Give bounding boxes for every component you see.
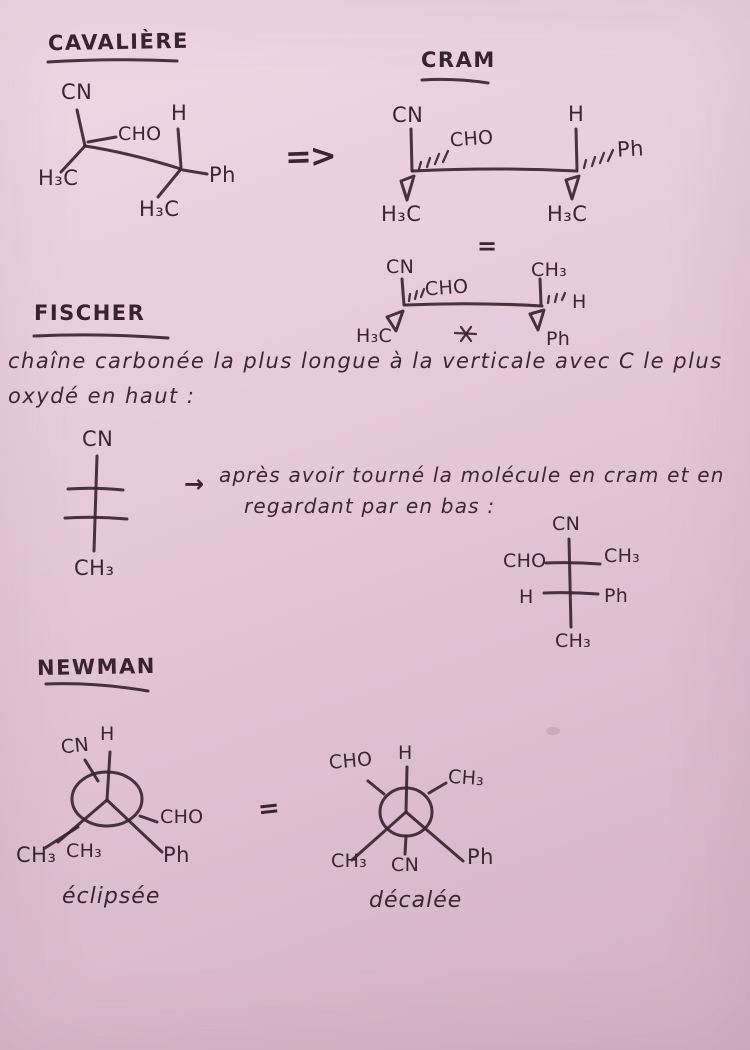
cn-label: CN: [386, 256, 415, 278]
h3c-label: H₃C: [381, 202, 422, 226]
ch3-label: CH₃: [531, 259, 568, 281]
cavaliere-title: CAVALIÈRE: [47, 28, 190, 56]
cn-label: CN: [82, 427, 114, 451]
wedge-bond: [530, 310, 544, 330]
cn-label: CN: [552, 513, 581, 535]
equals-sign: =: [477, 232, 498, 260]
ph-label: Ph: [163, 843, 190, 867]
cram-structure-2: [387, 275, 565, 331]
newman-staggered: [352, 767, 463, 861]
fischer-note-line2: regardant par en bas :: [244, 494, 496, 518]
cram-title-underline: [422, 79, 488, 83]
ch3-label: CH₃: [604, 545, 641, 567]
cn-label: CN: [391, 854, 420, 876]
cram-structure-1: [401, 126, 613, 200]
ph-label: Ph: [616, 136, 645, 162]
eye-doodle: [455, 327, 476, 341]
h-label: H: [572, 291, 587, 313]
cavaliere-title-underline: [48, 60, 177, 62]
cho-label: CHO: [449, 126, 495, 152]
implies-arrow: =>: [284, 136, 336, 176]
cram-title: CRAM: [421, 48, 496, 72]
cho-label: CHO: [328, 748, 374, 774]
h-label: H: [568, 102, 585, 126]
cho-label: CHO: [503, 550, 547, 572]
staggered-caption: décalée: [369, 888, 463, 913]
equals-sign: =: [256, 792, 282, 826]
h3c-label: H₃C: [38, 166, 79, 190]
ph-label: Ph: [209, 163, 236, 187]
fischer-title: FISCHER: [34, 301, 146, 325]
cho-label: CHO: [424, 275, 470, 301]
cn-label: CN: [61, 80, 93, 104]
ch3-label: CH₃: [66, 840, 103, 862]
fischer-title-underline: [34, 335, 168, 338]
fischer-note-line1: après avoir tourné la molécule en cram et en: [219, 463, 725, 487]
paper-smudge: [546, 727, 560, 735]
h3c-label: H₃C: [139, 197, 180, 221]
newman-title-underline: [46, 684, 148, 691]
ph-label: Ph: [546, 328, 571, 350]
ch3-label: CH₃: [555, 630, 592, 652]
ph-label: Ph: [467, 845, 494, 869]
ch3-label: CH₃: [16, 843, 57, 867]
eclipsed-caption: éclipsée: [62, 884, 161, 909]
fischer-skeleton: [65, 456, 127, 551]
h-label: H: [171, 101, 188, 125]
h3c-label: H₃C: [356, 325, 393, 347]
fischer-rule-line2: oxydé en haut :: [8, 384, 196, 408]
wedge-bond: [566, 176, 579, 199]
ch3-label: CH₃: [331, 850, 368, 872]
cho-label: CHO: [118, 123, 162, 145]
cho-label: CHO: [160, 806, 204, 828]
cn-label: CN: [59, 733, 91, 759]
ch3-label: CH₃: [447, 765, 485, 791]
right-arrow: →: [184, 470, 205, 498]
h-label: H: [519, 586, 534, 608]
newman-eclipsed: [45, 752, 162, 852]
h3c-label: H₃C: [547, 202, 588, 226]
cn-label: CN: [392, 103, 424, 127]
wedge-bond: [401, 176, 414, 200]
h-label: H: [100, 723, 115, 745]
newman-title: NEWMAN: [36, 653, 157, 681]
ch3-label: CH₃: [74, 556, 115, 580]
h-label: H: [398, 742, 413, 764]
fischer-filled: [544, 539, 600, 627]
fischer-rule-line1: chaîne carbonée la plus longue à la verticale avec C le plus: [8, 349, 723, 373]
ph-label: Ph: [604, 585, 629, 607]
